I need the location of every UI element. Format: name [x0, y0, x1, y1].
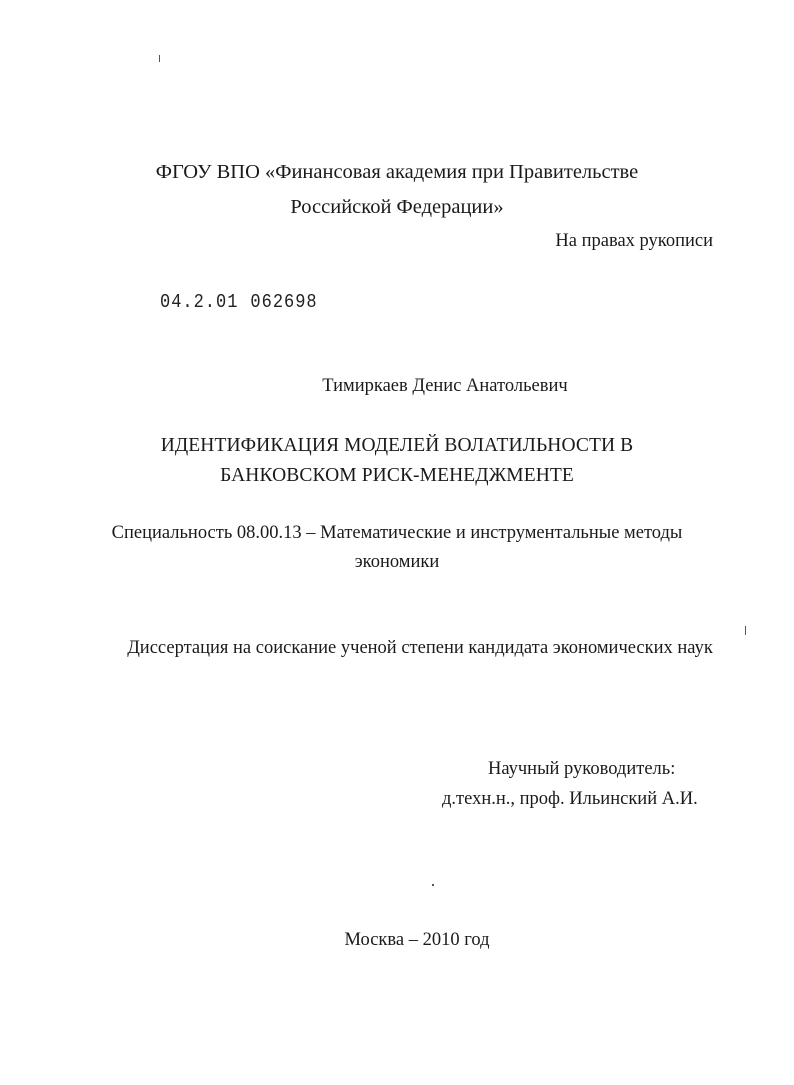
registration-stamp	[160, 292, 318, 314]
specialty-line-2: экономики	[354, 552, 440, 572]
registration-stamp-part1: 04.2.01	[160, 292, 239, 314]
scan-speck	[159, 55, 160, 62]
supervisor-label: Научный руководитель:	[488, 759, 676, 779]
manuscript-note: На правах рукописи	[555, 231, 713, 251]
scan-speck	[432, 884, 434, 886]
scan-speck	[745, 626, 746, 635]
place-year: Москва – 2010 год	[344, 930, 490, 950]
institution-line-1: ФГОУ ВПО «Финансовая академия при Правительстве	[155, 161, 639, 183]
specialty-line-1: Специальность 08.00.13 – Математические и инструментальные методы	[111, 523, 683, 543]
supervisor-name: д.техн.н., проф. Ильинский А.И.	[442, 789, 698, 809]
thesis-title-line-2: БАНКОВСКОМ РИСК-МЕНЕДЖМЕНТЕ	[220, 465, 574, 486]
thesis-title-line-1: ИДЕНТИФИКАЦИЯ МОДЕЛЕЙ ВОЛАТИЛЬНОСТИ В	[160, 435, 634, 456]
registration-stamp-part2: 062698	[250, 292, 318, 314]
degree-statement: Диссертация на соискание ученой степени кандидата экономических наук	[127, 638, 713, 658]
institution-line-2: Российской Федерации»	[290, 196, 504, 218]
author-name: Тимиркаев Денис Анатольевич	[322, 376, 568, 396]
